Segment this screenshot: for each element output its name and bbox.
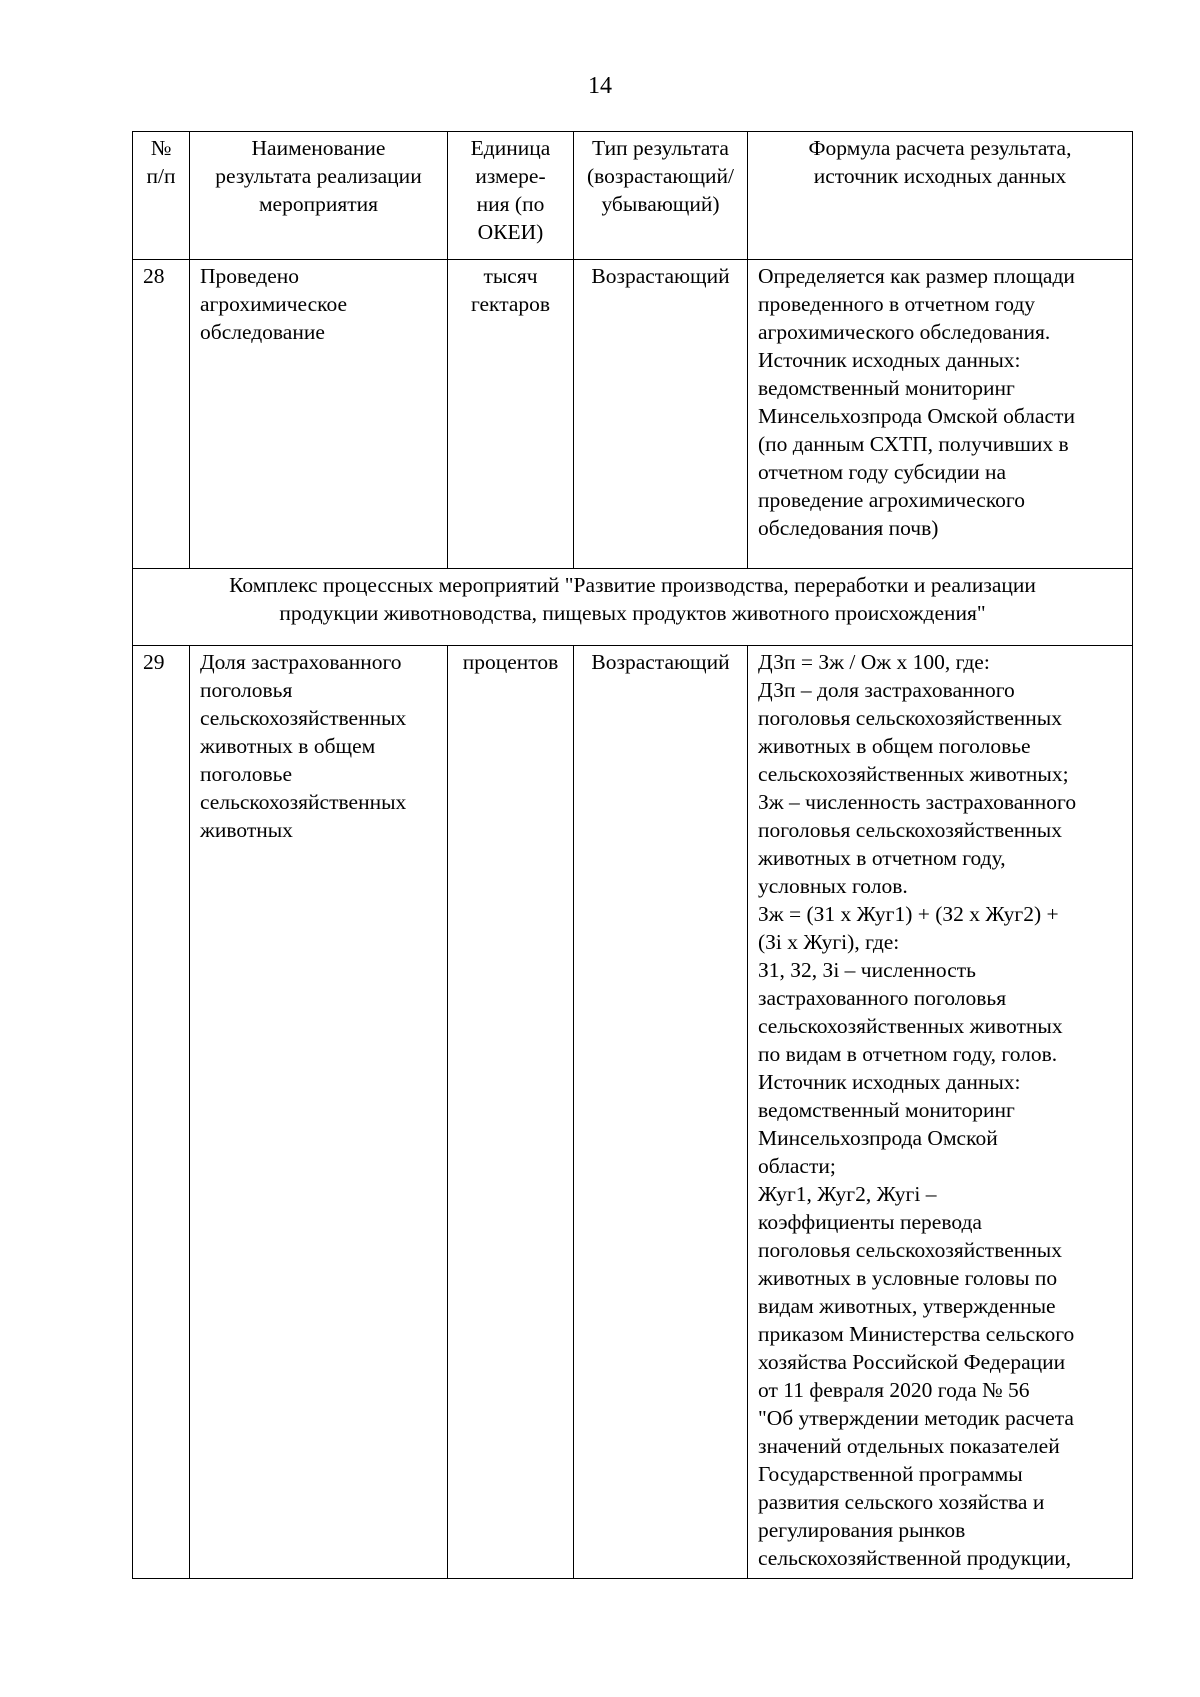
text-line: от 11 февраля 2020 года № 56 [758,1378,1030,1402]
text-line: Тип результата [592,136,729,160]
row-29-formula [748,646,1133,1579]
text-line: Наименование [251,136,386,160]
text-line: поголовья сельскохозяйственных [758,706,1062,730]
text-line: Зж – численность застрахованного [758,790,1077,814]
text-line: ДЗп – доля застрахованного [758,678,1015,702]
row-28-name [190,260,448,569]
text-line: условных голов. [758,874,908,898]
results-table [132,131,1133,1579]
text-line: животных в общем поголовье [758,734,1031,758]
text-line: поголовья сельскохозяйственных [758,818,1062,842]
text-line: области; [758,1154,836,1178]
text-line: агрохимического обследования. [758,320,1051,344]
text-line: коэффициенты перевода [758,1210,982,1234]
text-line: обследование [200,320,325,344]
text-line: поголовья [200,678,293,702]
text-line: проведенного в отчетном году [758,292,1036,316]
text-line: ДЗп = Зж / Ож х 100, где: [758,650,990,674]
text-line: поголовья сельскохозяйственных [758,1238,1062,1262]
text-line: животных [200,818,293,842]
text-line: хозяйства Российской Федерации [758,1350,1066,1374]
text-line: п/п [146,164,176,188]
row-29-num: 29 [133,646,190,1579]
row-28-num: 28 [133,260,190,569]
header-formula [748,132,1133,260]
text-line: животных в отчетном году, [758,846,1006,870]
text-line: по видам в отчетном году, голов. [758,1042,1058,1066]
text-line: измере- [475,164,546,188]
text-line: Источник исходных данных: [758,348,1021,372]
text-line: тысяч [483,264,538,288]
header-num [133,132,190,260]
text-line: ния (по [476,192,545,216]
text-line: убывающий) [601,192,720,216]
text-line: Комплекс процессных мероприятий "Развитие производства, переработки и реализации [229,573,1036,597]
text-line: (возрастающий/ [586,164,735,188]
text-line: животных в условные головы по [758,1266,1058,1290]
row-28-formula [748,260,1133,569]
text-line: З1, З2, Зi – численность [758,958,976,982]
text-line: № [150,136,172,160]
text-line: Минсельхозпрода Омской [758,1126,998,1150]
text-line: ведомственный мониторинг [758,376,1015,400]
row-29-unit [448,646,574,1579]
text-line: поголовье [200,762,292,786]
text-line: Доля застрахованного [200,650,402,674]
text-line: Источник исходных данных: [758,1070,1021,1094]
text-line: мероприятия [258,192,379,216]
header-name [190,132,448,260]
text-line: гектаров [470,292,551,316]
header-unit [448,132,574,260]
text-line: Государственной программы [758,1462,1023,1486]
text-line: процентов [462,650,559,674]
row-28-type: Возрастающий [574,260,748,569]
text-line: проведение агрохимического [758,488,1025,512]
text-line: сельскохозяйственных [200,790,407,814]
text-line: обследования почв) [758,516,939,540]
text-line: сельскохозяйственных [200,706,407,730]
text-line: ведомственный мониторинг [758,1098,1015,1122]
text-line: Проведено [200,264,300,288]
table-header-row [133,132,1133,260]
text-line: продукции животноводства, пищевых продуктов животного происхождения" [279,601,986,625]
text-line: Единица [470,136,551,160]
section-row [133,569,1133,646]
text-line: сельскохозяйственных животных; [758,762,1069,786]
text-line: регулирования рынков [758,1518,966,1542]
text-line: (Зi х Жугi), где: [758,930,900,954]
row-29-name [190,646,448,1579]
text-line: значений отдельных показателей [758,1434,1060,1458]
header-type [574,132,748,260]
table-row [133,646,1133,1579]
row-28-unit [448,260,574,569]
text-line: "Об утверждении методик расчета [758,1406,1074,1430]
page-number: 14 [588,73,612,99]
text-line: источник исходных данных [813,164,1067,188]
text-line: сельскохозяйственных животных [758,1014,1063,1038]
text-line: застрахованного поголовья [758,986,1007,1010]
row-29-type: Возрастающий [574,646,748,1579]
text-line: (по данным СХТП, получивших в [758,432,1069,456]
text-line: агрохимическое [200,292,348,316]
text-line: результата реализации [215,164,422,188]
text-line: Зж = (З1 х Жуг1) + (З2 х Жуг2) + [758,902,1059,926]
text-line: Формула расчета результата, [808,136,1072,160]
section-title [133,569,1133,646]
text-line: сельскохозяйственной продукции, [758,1546,1072,1570]
text-line: Определяется как размер площади [758,264,1075,288]
text-line: видам животных, утвержденные [758,1294,1056,1318]
text-line: Жуг1, Жуг2, Жугi – [758,1182,937,1206]
table-row [133,260,1133,569]
text-line: Минсельхозпрода Омской области [758,404,1075,428]
text-line: развития сельского хозяйства и [758,1490,1045,1514]
text-line: приказом Министерства сельского [758,1322,1075,1346]
text-line: ОКЕИ) [477,220,544,244]
text-line: животных в общем [200,734,376,758]
text-line: отчетном году субсидии на [758,460,1007,484]
